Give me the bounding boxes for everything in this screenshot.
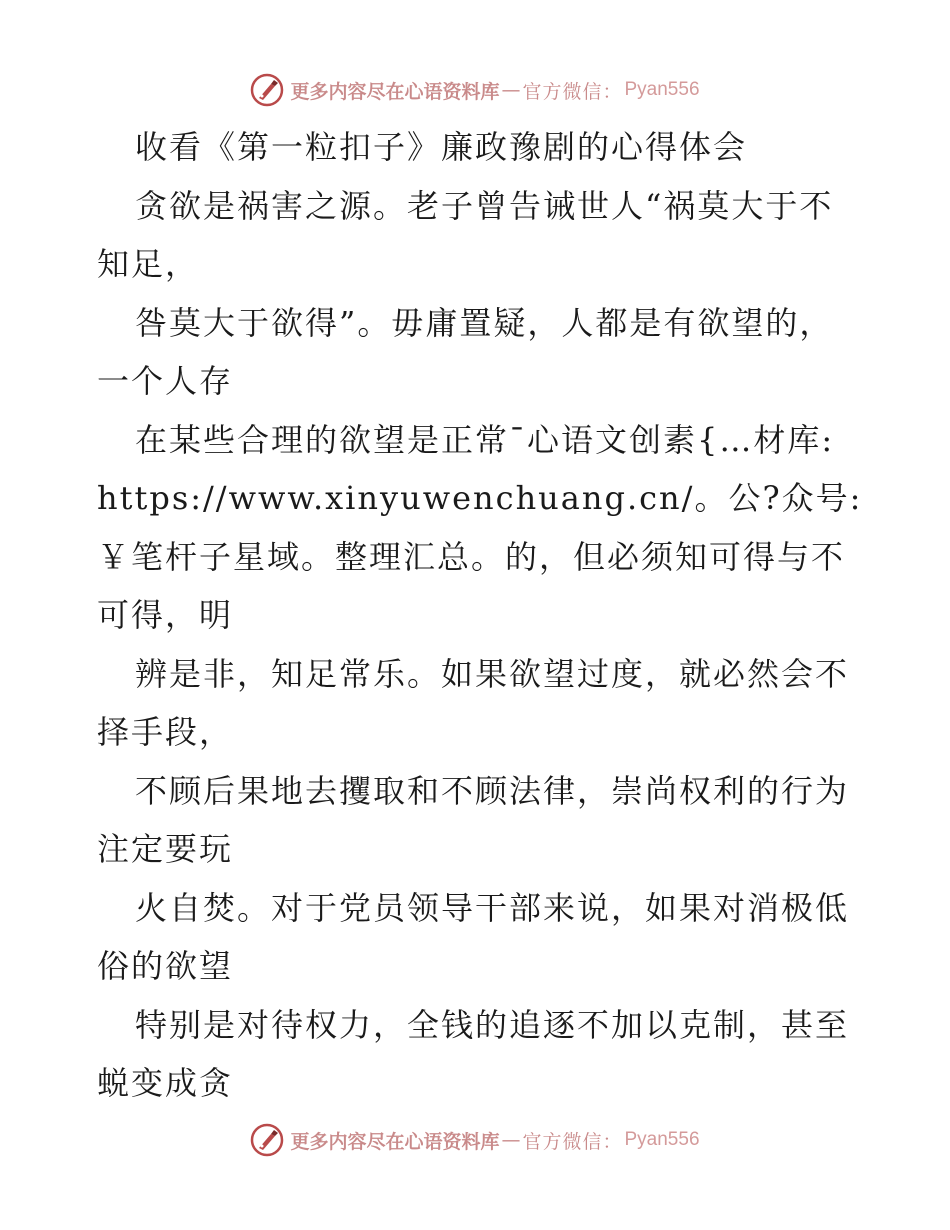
text-line: 特别是对待权力，全钱的追逐不加以克制，甚至 (135, 1005, 850, 1044)
watermark-main-text: 更多内容尽在心语资料库 (290, 1130, 500, 1153)
text-line: 俗的欲望 (97, 947, 234, 985)
watermark-separator: — (501, 79, 521, 101)
watermark-wechat-label: 官方微信： (522, 1130, 623, 1153)
text-line: 一个人存 (97, 362, 234, 400)
text-line-url: https://www.xinyuwenchuang.cn/。公?众号: (97, 479, 863, 517)
text-line: 可得，明 (97, 596, 234, 634)
document-body (97, 118, 863, 1113)
text-line: 咎莫大于欲得”。毋庸置疑，人都是有欲望的， (135, 303, 834, 342)
header-watermark (0, 70, 950, 110)
text-line: 不顾后果地去攫取和不顾法律，崇尚权利的行为 (135, 771, 850, 810)
text-line: 贪欲是祸害之源。老子曾告诫世人“祸莫大于不 (135, 186, 834, 225)
watermark-main-text: 更多内容尽在心语资料库 (290, 80, 500, 103)
text-line: 知足， (97, 245, 200, 283)
text-line: 择手段， (97, 713, 234, 751)
text-line: 注定要玩 (97, 830, 234, 868)
text-line: ￥笔杆子星域。整理汇总。的，但必须知可得与不 (97, 537, 846, 576)
footer-watermark (0, 1120, 950, 1160)
watermark-separator: — (501, 1129, 521, 1151)
document-title: 收看《第一粒扣子》廉政豫剧的心得体会 (135, 128, 748, 166)
text-line: 在某些合理的欲望是正常¯心语文创素{…材库: (135, 420, 835, 459)
pen-logo-icon (250, 73, 284, 107)
text-line: 火自焚。对于党员领导干部来说，如果对消极低 (135, 888, 850, 927)
text-line: 辨是非，知足常乐。如果欲望过度，就必然会不 (135, 654, 850, 693)
watermark-wechat-label: 官方微信： (522, 80, 623, 103)
watermark-wechat-id: Pyan556 (624, 1129, 700, 1150)
text-line: 蜕变成贪 (97, 1064, 234, 1102)
pen-logo-icon (250, 1123, 284, 1157)
watermark-wechat-id: Pyan556 (624, 79, 700, 100)
